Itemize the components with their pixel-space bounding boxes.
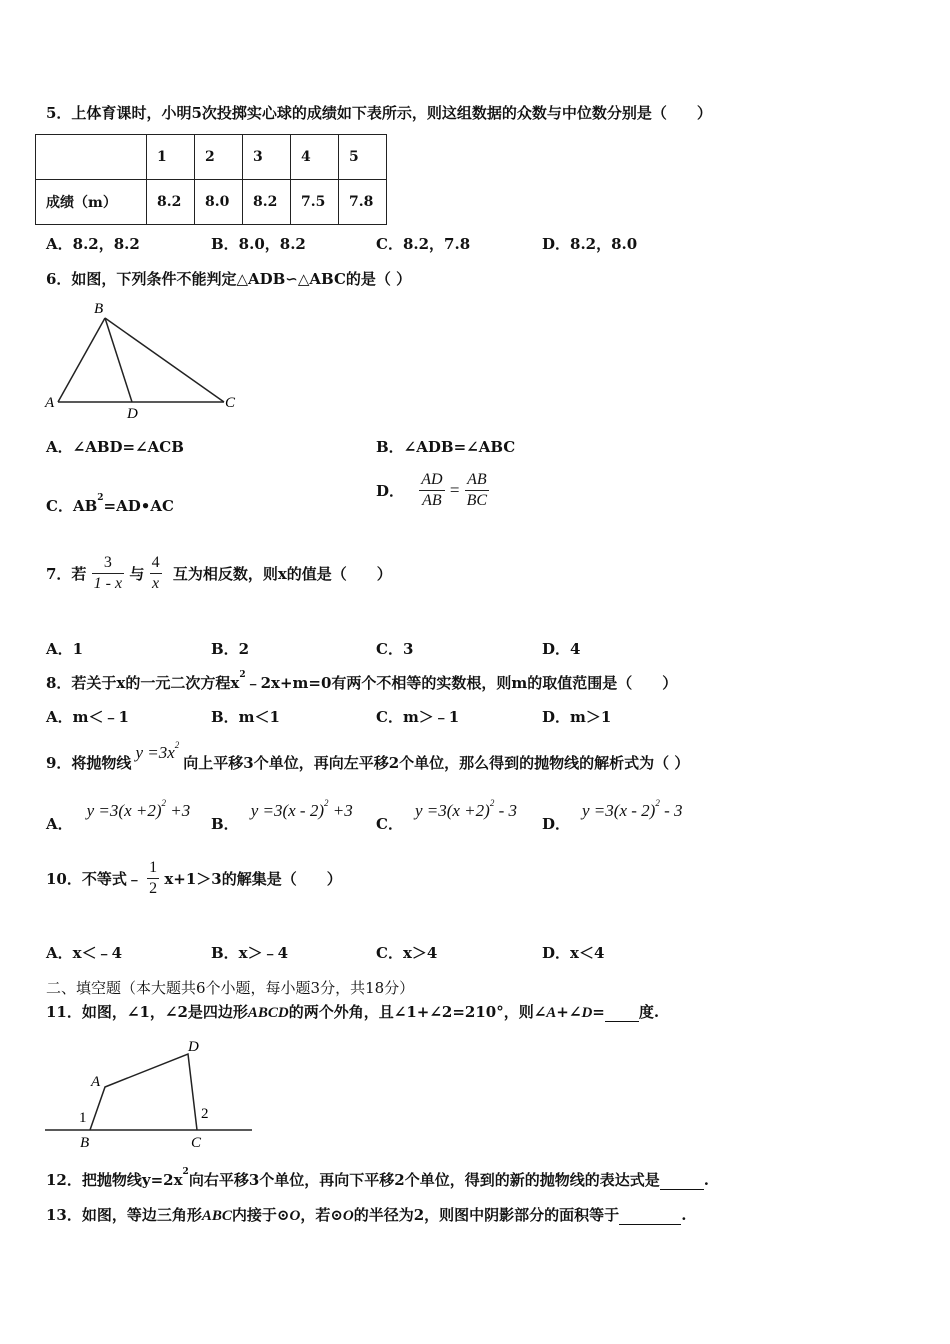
superscript: 2 xyxy=(323,798,329,808)
q6-option-d xyxy=(376,470,489,511)
q13-text xyxy=(46,1204,686,1225)
table-row xyxy=(36,180,387,225)
score-table xyxy=(35,134,387,225)
label-a: A xyxy=(91,1074,101,1090)
label-d: D xyxy=(127,406,138,422)
table-cell: 8.2 xyxy=(243,180,291,225)
segment-bd xyxy=(105,318,132,402)
option-expr: y =3(x - 2) xyxy=(582,801,656,820)
q10-option-b: B．x＞﹣4 xyxy=(211,944,289,962)
q11-italic-d: D xyxy=(581,1005,593,1021)
superscript: 2 xyxy=(239,670,246,680)
q11-text-b: 的两个外角，且∠1+∠2=210°，则∠ xyxy=(288,1003,547,1021)
table-cell: 7.8 xyxy=(339,180,387,225)
q7-mid: 与 xyxy=(129,565,145,583)
option-tail: - 3 xyxy=(494,801,517,820)
denominator: BC xyxy=(466,492,488,509)
option-tail: +3 xyxy=(328,801,353,820)
option-label: A． xyxy=(46,815,73,833)
q8-text-b: ﹣2x+m=0有两个不相等的实数根，则m的取值范围是（ ） xyxy=(245,674,678,692)
q7-option-a: A．1 xyxy=(46,640,84,658)
q10-suffix: x+1＞3的解集是（ ） xyxy=(164,870,342,888)
q8-text-a: 8．若关于x的一元二次方程x xyxy=(46,674,240,692)
q5-text: 5．上体育课时，小明5次投掷实心球的成绩如下表所示，则这组数据的众数与中位数分别是（ ） xyxy=(46,104,712,122)
q13-text-a: 13．如图，等边三角形 xyxy=(46,1206,202,1224)
option-label: B． xyxy=(211,815,239,833)
answer-blank[interactable] xyxy=(619,1206,681,1225)
q7-option-c: C．3 xyxy=(376,640,414,658)
superscript: 2 xyxy=(161,798,166,808)
numerator: AD xyxy=(419,470,444,491)
q9-text xyxy=(46,740,690,772)
q5-option-d: D．8.2，8.0 xyxy=(542,235,638,253)
q11-text-d: = xyxy=(592,1003,605,1021)
q9-suffix: 向上平移3个单位，再向左平移2个单位，那么得到的抛物线的解析式为（ ） xyxy=(183,754,690,772)
equals-sign: = xyxy=(449,480,460,500)
q13-text-c: ，若⊙ xyxy=(300,1206,343,1224)
q6-option-c-prefix: C．AB xyxy=(46,497,98,515)
q12-text-c: . xyxy=(703,1171,709,1189)
q6-option-b: B．∠ADB=∠ABC xyxy=(376,438,516,456)
table-cell: 8.2 xyxy=(147,180,195,225)
segment-bc xyxy=(105,318,224,402)
q12-text xyxy=(46,1169,709,1190)
fraction-ad-ab xyxy=(419,470,444,511)
q13-text-e: . xyxy=(681,1206,687,1224)
q8-text xyxy=(46,672,677,693)
q6-option-c-suffix: =AD•AC xyxy=(103,497,174,515)
q8-option-b: B．m＜1 xyxy=(211,708,280,726)
q11-text xyxy=(46,1001,659,1022)
q7-prefix: 7．若 xyxy=(46,565,87,583)
q8-option-d: D．m＞1 xyxy=(542,708,612,726)
label-angle-1: 1 xyxy=(79,1110,87,1126)
q10-option-a: A．x＜﹣4 xyxy=(46,944,123,962)
q11-text-e: 度. xyxy=(638,1003,660,1021)
q5-option-a: A．8.2，8.2 xyxy=(46,235,140,253)
label-angle-2: 2 xyxy=(201,1106,209,1122)
label-b: B xyxy=(80,1135,90,1151)
q13-italic-o: O xyxy=(342,1208,354,1224)
q13-text-d: 的半径为2，则图中阴影部分的面积等于 xyxy=(353,1206,620,1224)
q11-italic-abcd: ABCD xyxy=(247,1005,289,1021)
q11-italic-a: A xyxy=(546,1005,557,1021)
q7-option-b: B．2 xyxy=(211,640,250,658)
table-cell: 4 xyxy=(291,135,339,180)
section-heading: 二、填空题（本大题共6个小题，每小题3分，共18分） xyxy=(46,979,415,997)
option-label: C． xyxy=(376,815,403,833)
q6-text: 6．如图，下列条件不能判定△ADB∽△ABC的是（ ） xyxy=(46,270,412,288)
superscript: 2 xyxy=(97,493,104,503)
label-b: B xyxy=(94,301,104,317)
label-d: D xyxy=(188,1039,199,1055)
q9-option-a xyxy=(46,798,191,833)
denominator: 1 - x xyxy=(93,575,123,592)
q10-option-d: D．x＜4 xyxy=(542,944,605,962)
denominator: 2 xyxy=(149,880,158,897)
table-row xyxy=(36,135,387,180)
option-expr: y =3(x +2) xyxy=(414,801,490,820)
q11-text-c: +∠ xyxy=(556,1003,582,1021)
superscript: 2 xyxy=(489,798,495,808)
fraction-4-over-x xyxy=(150,553,162,594)
superscript: 2 xyxy=(655,798,660,808)
table-cell xyxy=(36,135,147,180)
q12-text-b: 向右平移3个单位，再向下平移2个单位，得到的新的抛物线的表达式是 xyxy=(188,1171,660,1189)
q10-prefix: 10．不等式﹣ xyxy=(46,870,142,888)
q9-prefix: 9．将抛物线 xyxy=(46,754,132,772)
q10-text xyxy=(46,858,342,899)
label-c: C xyxy=(225,395,236,411)
superscript: 2 xyxy=(182,1167,189,1177)
table-cell: 成绩（m） xyxy=(36,180,147,225)
option-label: D． xyxy=(542,815,571,833)
q6-option-a: A．∠ABD=∠ACB xyxy=(46,438,184,456)
table-cell: 3 xyxy=(243,135,291,180)
fraction-3-over-1-minus-x xyxy=(92,553,124,594)
segment-ab xyxy=(58,318,105,402)
answer-blank[interactable] xyxy=(605,1003,639,1022)
option-tail: +3 xyxy=(166,801,191,820)
option-expr: y =3(x - 2) xyxy=(250,801,324,820)
table-cell: 5 xyxy=(339,135,387,180)
label-a: A xyxy=(45,395,55,411)
q8-option-c: C．m＞﹣1 xyxy=(376,708,460,726)
option-expr: y =3(x +2) xyxy=(86,801,162,820)
q9-option-d xyxy=(542,798,683,833)
q9-expr-text: y =3x xyxy=(135,743,175,762)
table-cell: 1 xyxy=(147,135,195,180)
q11-text-a: 11．如图，∠1，∠2是四边形 xyxy=(46,1003,248,1021)
q12-text-a: 12．把抛物线y=2x xyxy=(46,1171,183,1189)
q10-option-c: C．x＞4 xyxy=(376,944,438,962)
table-cell: 7.5 xyxy=(291,180,339,225)
table-cell: 8.0 xyxy=(195,180,243,225)
q6-option-c xyxy=(46,495,174,516)
q13-italic-o: O xyxy=(289,1208,301,1224)
numerator: 3 xyxy=(92,553,124,574)
answer-blank[interactable] xyxy=(660,1171,704,1190)
q9-expression xyxy=(135,740,180,762)
denominator: x xyxy=(152,575,160,592)
numerator: 1 xyxy=(147,858,159,879)
fraction-ab-bc xyxy=(465,470,489,511)
q5-option-c: C．8.2，7.8 xyxy=(376,235,471,253)
q7-suffix: 互为相反数，则x的值是（ ） xyxy=(172,565,392,583)
q7-option-d: D．4 xyxy=(542,640,581,658)
q13-italic-abc: ABC xyxy=(201,1208,232,1224)
q9-option-b xyxy=(211,798,353,833)
q7-text xyxy=(46,553,392,594)
numerator: AB xyxy=(465,470,489,491)
table-cell: 2 xyxy=(195,135,243,180)
fraction-one-half xyxy=(147,858,159,899)
q6-option-d-label: D． xyxy=(376,482,405,500)
q11-quadrilateral-figure xyxy=(40,1034,260,1154)
q6-triangle-figure xyxy=(40,296,250,422)
quadrilateral-outline xyxy=(90,1054,197,1130)
q9-option-c xyxy=(376,798,517,833)
superscript: 2 xyxy=(174,740,180,750)
denominator: AB xyxy=(422,492,442,509)
option-tail: - 3 xyxy=(659,801,683,820)
label-c: C xyxy=(191,1135,202,1151)
q13-text-b: 内接于⊙ xyxy=(231,1206,290,1224)
numerator: 4 xyxy=(150,553,162,574)
q8-option-a: A．m＜﹣1 xyxy=(46,708,129,726)
q5-option-b: B．8.0，8.2 xyxy=(211,235,306,253)
